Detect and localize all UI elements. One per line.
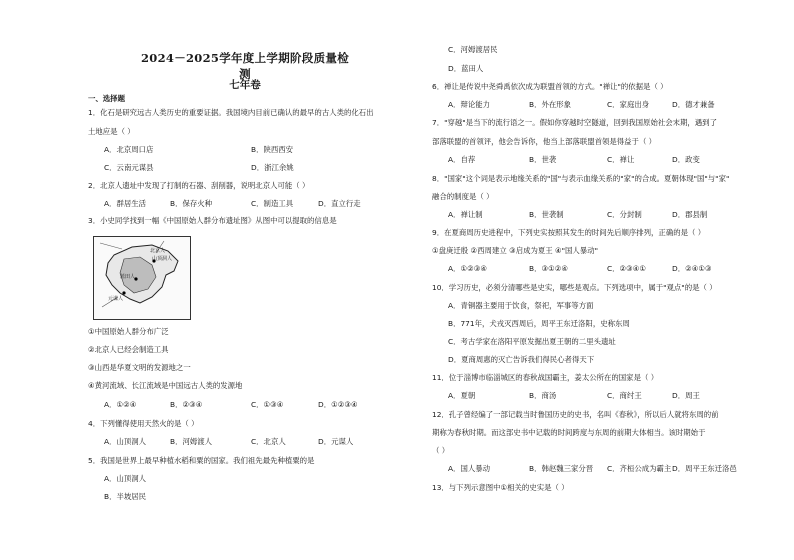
q12-option-d[interactable]: D．周平王东迁洛邑 [672,464,737,473]
q3-option-a[interactable]: A．①②④ [104,400,137,409]
china-map-icon [94,237,190,319]
q1-option-c[interactable]: C．云南元谋县 [104,163,154,172]
q6-option-c[interactable]: C．家庭出身 [607,100,650,109]
q3-option-d[interactable]: D．①②③④ [318,400,358,409]
q4-option-a[interactable]: A．山顶洞人 [104,437,147,446]
q6-option-a[interactable]: A．辩论能力 [448,100,491,109]
q1-option-a[interactable]: A．北京周口店 [104,145,154,154]
q11-option-a[interactable]: A．夏朝 [448,391,476,400]
q9-option-b[interactable]: B．③①②④ [529,264,568,273]
q12-option-a[interactable]: A．国人暴动 [448,464,491,473]
q6-option-d[interactable]: D．德才兼备 [672,100,715,109]
q10-option-c[interactable]: C．考古学家在洛阳平原发掘出夏王朝的二里头遗址 [448,337,616,346]
q4-option-b[interactable]: B．河姆渡人 [170,437,213,446]
q8-option-a[interactable]: A．禅让制 [448,210,483,219]
q7-stem: 7．"穿越"是当下的流行语之一。假如你穿越时空隧道，回到我国原始社会末期，遇到了 [432,118,717,127]
q9-stem: 9．在夏商周历史进程中，下列史实按照其发生的时间先后顺序排列，正确的是（ ） [432,228,706,237]
q3-item-3: ③山西是华夏文明的发源地之一 [88,363,191,372]
q1-stem: 1．化石是研究远古人类历史的重要证据。我国境内目前已确认的最早的古人类的化石出 [88,108,374,117]
q5-option-d[interactable]: D．蓝田人 [448,64,484,73]
map-label: 蓝田人 [120,274,136,280]
q2-option-b[interactable]: B．保存火种 [170,199,213,208]
q12-option-c[interactable]: C．齐桓公成为霸主 [607,464,672,473]
q10-option-d[interactable]: D．夏商周惠的灭亡告诉我们得民心者得天下 [448,355,595,364]
q10-stem: 10．学习历史，必须分清哪些是史实，哪些是观点。下列选项中，属于"观点"的是（ ） [432,283,717,292]
q7-option-a[interactable]: A．自荐 [448,155,476,164]
q9-option-c[interactable]: C．②③④① [607,264,647,273]
section-heading: 一、选择题 [88,94,125,103]
q4-option-c[interactable]: C．北京人 [251,437,286,446]
q3-item-2: ②北京人已经会制造工具 [88,345,169,354]
q10-option-b[interactable]: B．771年，犬戎灭西周后，周平王东迁洛阳，史称东周 [448,319,630,328]
q11-option-b[interactable]: B．商汤 [529,391,557,400]
q2-option-a[interactable]: A．群居生活 [104,199,147,208]
q11-stem: 11．位于淄博市临淄城区的春秋战国霸主，姜太公所在的国家是（ ） [432,373,659,382]
q6-stem: 6．禅让是传说中尧舜禹依次成为联盟首领的方式。"禅让"的依据是（ ） [432,82,668,91]
q9-option-d[interactable]: D．②④①③ [672,264,712,273]
q9-items: ①盘庚迁殷 ②西周建立 ③启成为夏王 ④"国人暴动" [432,246,598,255]
q7-stem-cont: 部落联盟的首领评，他会告诉你，他当上部落联盟首领是得益于（ ） [432,137,657,146]
q8-stem-cont: 融合的制度是（ ） [432,192,494,201]
q11-option-c[interactable]: C．商纣王 [607,391,642,400]
q1-option-b[interactable]: B．陕西西安 [251,145,294,154]
q12-option-b[interactable]: B．韩赵魏三家分晋 [529,464,594,473]
q12-stem-cont: 期称为春秋时期。而这部史书中记载的时间跨度与东周的前期大体相当。该时期始于 [432,428,706,437]
page-title: 2024－2025学年度上学期阶段质量检测 [140,51,349,81]
q1-stem-cont: 土地应是（ ） [88,127,135,136]
map-label: 北京人 [150,248,166,254]
q7-option-d[interactable]: D．政变 [672,155,700,164]
q4-option-d[interactable]: D．元谋人 [318,437,354,446]
q10-option-a[interactable]: A．青铜器主要用于饮食，祭祀，军事等方面 [448,301,594,310]
q1-option-d[interactable]: D．浙江余姚 [251,163,294,172]
page-subtitle: 七年卷 [229,79,261,91]
q8-option-b[interactable]: B．世袭制 [529,210,564,219]
q3-item-1: ①中国原始人群分布广泛 [88,327,169,336]
q9-option-a[interactable]: A．①②③④ [448,264,487,273]
q5-option-b[interactable]: B．半坡居民 [104,492,147,501]
q7-option-b[interactable]: B．世袭 [529,155,557,164]
q12-stem: 12．孔子曾经编了一部记载当时鲁国历史的史书，名叫《春秋》，所以后人就将东周的前 [432,410,719,419]
q5-stem: 5．我国是世界上最早种植水稻和粟的国家。我们祖先最先种植粟的是 [88,456,315,465]
q8-option-d[interactable]: D．郡县制 [672,210,708,219]
q2-option-c[interactable]: C．制造工具 [251,199,294,208]
q8-option-c[interactable]: C．分封制 [607,210,642,219]
q5-option-c[interactable]: C．河姆渡居民 [448,45,498,54]
q2-stem: 2．北京人遗址中发现了打制的石器、刮削器，说明北京人可能（ ） [88,181,310,190]
q3-option-b[interactable]: B．②③④ [170,400,203,409]
q8-stem: 8．"国家"这个词是表示地缘关系的"国"与表示血缘关系的"家"的合成。夏朝体现"国"与"家" [432,174,730,183]
prehistoric-sites-map [93,236,191,320]
q2-option-d[interactable]: D．直立行走 [318,199,361,208]
q3-item-4: ④黄河流域、长江流域是中国远古人类的发源地 [88,381,243,390]
q12-stem-cont2: （ ） [432,446,450,455]
q13-stem: 13．与下列示意图中①相关的史实是（ ） [432,483,569,492]
q4-stem: 4．下列懂得使用天然火的是（ ） [88,419,199,428]
q11-option-d[interactable]: D．周王 [672,391,700,400]
q3-option-c[interactable]: C．①③④ [251,400,284,409]
q5-option-a[interactable]: A．山顶洞人 [104,474,147,483]
q6-option-b[interactable]: B．外在形象 [529,100,572,109]
map-label: 元谋人 [108,296,124,302]
map-label: 山顶洞人 [152,256,173,262]
q7-option-c[interactable]: C．禅让 [607,155,635,164]
q3-stem: 3．小史同学找到一幅《中国原始人群分布遗址图》从图中可以提取的信息是 [88,216,337,225]
